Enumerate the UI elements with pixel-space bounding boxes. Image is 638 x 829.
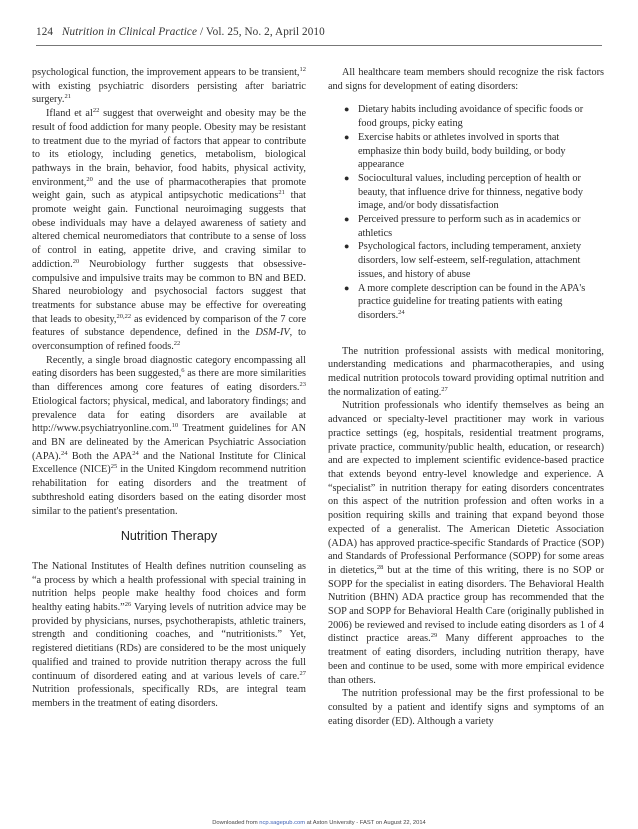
right-column — [328, 66, 604, 728]
paragraph: Recently, a single broad diagnostic category encompassing all eating disorders has been suggested,$^6$ as there are more similarities than differences among core features of eating disorders.$^{23}$ Etiological factors; physical, medical, and laboratory findings; and prevalence data for eating disorders are available at http://www.psychiatryonline.com.$^{10}$ Treatment guidelines for AN and BN are delineated by the American Psychiatric Association (APA).$^{24}$ Both the APA$^{24}$ and the National Institute for Clinical Excellence (NICE)$^{25}$ in the United Kingdom recommend nutrition rehabilitation for eating disorders and the treatment of subthreshold eating disorders based on the eating disorder most similar to the patient's presentation. — [32, 354, 306, 517]
bullet-icon: ● — [344, 282, 350, 293]
section-heading: Nutrition Therapy — [120, 529, 218, 544]
bullet-icon: ● — [344, 172, 350, 183]
bullet-icon: ● — [344, 241, 350, 252]
list-item: ● Exercise habits or athletes involved in sports that emphasize thin body build, body building, or body appearance — [344, 131, 566, 171]
bullet-icon: ● — [344, 104, 350, 115]
paragraph: The nutrition professional assists with medical monitoring, understanding medications and pharmacotherapies, and using medical nutrition protocols toward providing optimal nutrition and the normalization of eating.$^{27}$ — [328, 345, 604, 398]
page-number: 124 — [36, 26, 54, 38]
paragraph: The National Institutes of Health defines nutrition counseling as “a process by which a health professional with special training in nutrition helps people make healthy food choices and form healthy eating habits.”$^{26}$ Varying levels of nutrition advice may be provided by physicians, nurses, psychotherapists, athletic trainers, strength and conditioning coaches, and “nutritionists.” Yet, registered dietitians (RDs) are considered to be the most uniquely qualified and trained to provide nutrition therapy across the full continuum of disordered eating and at various levels of care.$^{27}$ Nutrition professionals, specifically RDs, are integral team members in the treatment of eating disorders. — [32, 560, 307, 709]
left-column — [32, 66, 306, 711]
list-item: ● A more complete description can be found in the APA's practice guideline for treating patients with eating disorders.$^{24}$ — [344, 282, 586, 321]
footer-link[interactable]: ncp.sagepub.com — [259, 820, 306, 826]
list-item: ● Sociocultural values, including perception of health or beauty, that influence drive for thinness, negative body image, and/or body dissatisfaction — [344, 172, 584, 212]
paragraph: Nutrition professionals who identify themselves as being an advanced or specialty-level practitioner may work in various practice settings (eg, hospitals, residential treatment programs, private practice, community/public health, education, or research) and are expected to implement scientific evidence-based practice that extends beyond entry-level knowledge and experience. A “specialist” in nutrition therapy for eating disorders concentrates on this aspect of the nutrition profession and often works in a position requiring skills and training that expand beyond those expected of a generalist. The American Dietetic Association (ADA) has approved practice-specific Standards of Practice (SOP) and Standards of Professional Performance (SOPP) for some areas in dietetics,$^{28}$ but at the time of this writing, there is no SOP or SOPP for the specialist in eating disorders. The Behavioral Health Nutrition (BHN) ADA practice group has recommended that the SOP and SOPP for Behavioral Health Care (originally published in 2006) be reviewed and revised to include eating disorders as 1 of 4 distinct practice areas.$^{29}$ Many different approaches to the treatment of eating disorders, including nutrition therapy, have been and continue to be used, some with more empirical evidence than others. — [328, 400, 604, 686]
paragraph: psychological function, the improvement appears to be transient,$^{12}$ with existing psychiatric disorders persisting after bariatric surgery.$^{21}$ — [32, 66, 306, 106]
risk-factor-list — [328, 103, 604, 322]
paragraph: Ifland et $al^{22}$ suggest that overweight and obesity may be the result of food addiction for many people. Obesity may be resistant to treatment due to the myriad of factors that appear to contribute to its etiology, including genetics, metabolism, biological pathways in the brain, behavior, food habits, physical activity, environment,$^{20}$ and the use of pharmacotherapies that promote weight gain, such as atypical antipsychotic medications$^{21}$ that promote weight gain. Functional neuroimaging suggests that obese individuals may have a delayed awareness of satiety and altered chemical neuromediators that contribute to a sense of loss of control in eating, appetite drive, and craving similar to addiction.$^{20}$ Neurobiology further suggests that obsessive-compulsive and impulsive traits may be common to BN and BED. Shared neurobiology and psychosocial factors suggest that treatments for substance abuse may be effective for overeating that leads to obesity,$^{20,22}$ as evidenced by comparison of the 7 core features of substance dependence, defined in the DSM-IV, to overconsumption of refined foods.$^{22}$ — [32, 107, 306, 353]
journal-issue: / Vol. 25, No. 2, April 2010 — [199, 26, 325, 38]
header-rule — [36, 45, 602, 46]
list-item: ● Dietary habits including avoidance of specific foods or food groups, picky eating — [344, 104, 584, 130]
bullet-icon: ● — [344, 131, 350, 142]
paragraph: All healthcare team members should recognize the risk factors and signs for development of eating disorders: — [328, 67, 604, 92]
journal-title: Nutrition in Clinical Practice — [62, 26, 198, 38]
list-item: ● Perceived pressure to perform such as in academics or athletics — [344, 214, 581, 239]
running-header — [36, 26, 602, 38]
paragraph: The nutrition professional may be the first professional to be consulted by a patient and identify signs and symptoms of an eating disorder (ED). Although a variety — [328, 688, 604, 727]
download-footer: Downloaded from ncp.sagepub.com at Aston University - FAST on August 22, 2014 — [212, 820, 426, 826]
bullet-icon: ● — [344, 214, 350, 225]
list-item: ● Psychological factors, including temperament, anxiety disorders, low self-esteem, self-regulation, attachment issues, and history of abuse — [344, 241, 582, 280]
